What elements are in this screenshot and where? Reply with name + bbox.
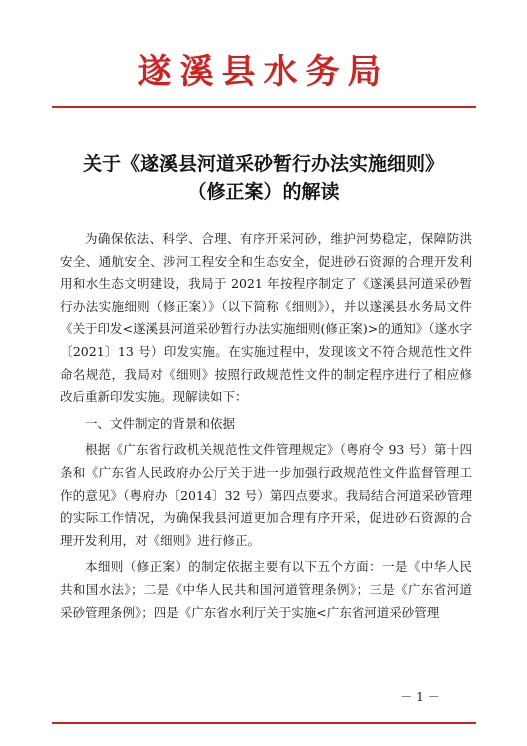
document-title-line1: 关于《遂溪县河道采砂暂行办法实施细则》 [82, 153, 444, 175]
page-number: － 1 － [400, 690, 440, 704]
body-paragraph-intro: 为确保依法、科学、合理、有序开采河砂，维护河势稳定，保障防洪安全、通航安全、涉河工程安全和生态安全，促进砂石资源的合理开发利用和水生态文明建设，我局于 2021 年按程序制定了《遂溪县河道采砂暂行办法实施细则（修正案）》（以下简称《细则》），并以遂溪县水务局文件《关于印发<遂溪县河道采砂暂行办法实施细则(修正案)>的通知》（遂水字〔2021〕13 号）印发实施。在实施过程中，发现该文不符合规范性文件命名规范，我局对《细则》按照行政规范性文件的制定程序进行了相应修改后重新印发实施。现解读如下： [60, 231, 472, 405]
document-body [60, 228, 472, 624]
body-paragraph-legal-basis: 本细则（修正案）的制定依据主要有以下五个方面：一是《中华人民共和国水法》；二是《中华人民共和国河道管理条例》；三是《广东省河道采砂管理条例》；四是《广东省水利厅关于实施<广东省河道采砂管理 [60, 559, 472, 620]
org-name-header: 遂溪县水务局 [137, 52, 390, 92]
footer-red-rule [52, 722, 476, 724]
header-red-rule [52, 106, 476, 108]
section-heading-background: 一、文件制定的背景和依据 [85, 415, 236, 431]
document-title-line2: （修正案）的解读 [187, 181, 340, 203]
body-paragraph-basis: 根据《广东省行政机关规范性文件管理规定》（粤府令 93 号）第十四条和《广东省人民政府办公厅关于进一步加强行政规范性文件监督管理工作的意见》（粤府办〔2014〕32 号）第四点要求。我局结合河道采砂管理的实际工作情况，为确保我县河道更加合理有序开采，促进砂石资源的合理开发利用，对《细则》进行修正。 [60, 442, 472, 548]
